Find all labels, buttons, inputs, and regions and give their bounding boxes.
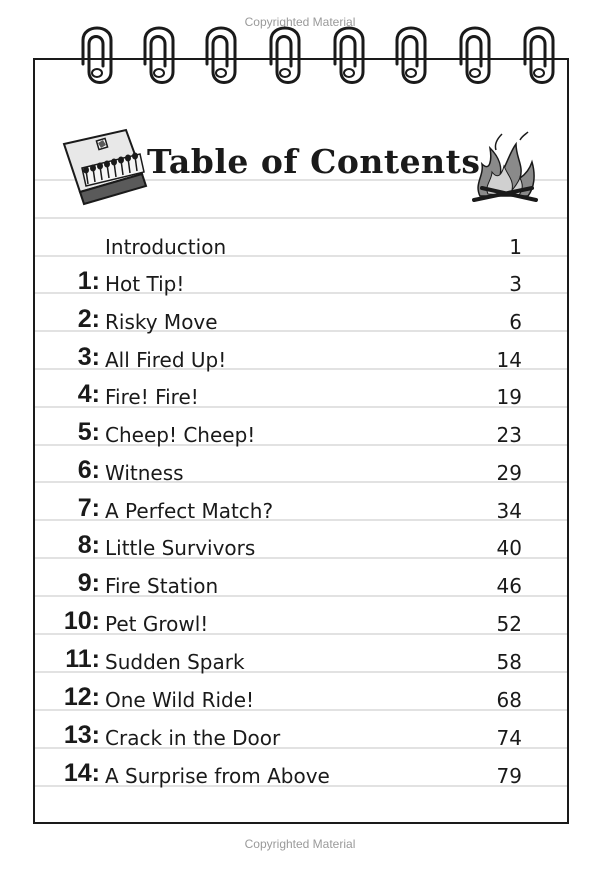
chapter-number: 11: (65, 645, 100, 673)
dot-leader (263, 554, 491, 558)
page-number: 19 (496, 385, 522, 409)
dot-leader (281, 517, 491, 521)
dot-leader (234, 253, 503, 257)
dot-leader (207, 403, 491, 407)
chapter-title: All Fired Up! (105, 348, 227, 372)
copyright-watermark-top: Copyrighted Material (244, 15, 356, 29)
toc-entry (0, 760, 600, 790)
chapter-number: 3: (77, 343, 100, 371)
chapter-number: 10: (63, 607, 100, 635)
chapter-title: Pet Growl! (105, 612, 209, 636)
toc-entry (0, 646, 600, 676)
campfire-icon (470, 130, 540, 202)
spiral-binding (0, 0, 600, 100)
page-number: 79 (496, 764, 522, 788)
page-number: 52 (496, 612, 522, 636)
spiral-ring (525, 28, 553, 83)
page-number: 6 (509, 310, 522, 334)
toc-entry (0, 419, 600, 449)
dot-leader (226, 592, 491, 596)
page-number: 14 (496, 348, 522, 372)
toc-entry (0, 344, 600, 374)
toc-entry (0, 722, 600, 752)
chapter-number: 8: (77, 531, 100, 559)
page-number: 29 (496, 461, 522, 485)
dot-leader (192, 479, 491, 483)
chapter-number: 5: (77, 418, 100, 446)
spiral-ring (83, 28, 111, 83)
toc-entry (0, 570, 600, 600)
page-number: 23 (496, 423, 522, 447)
copyright-watermark-bottom: Copyrighted Material (244, 837, 356, 851)
dot-leader (226, 328, 503, 332)
chapter-title: One Wild Ride! (105, 688, 255, 712)
dot-leader (288, 744, 491, 748)
chapter-title: Little Survivors (105, 536, 256, 560)
spiral-ring (397, 28, 425, 83)
toc-entry (0, 495, 600, 525)
chapter-title: Hot Tip! (105, 272, 185, 296)
dot-leader (234, 366, 491, 370)
chapter-title: A Surprise from Above (105, 764, 330, 788)
toc-entry (0, 532, 600, 562)
toc-entry (0, 608, 600, 638)
page-title: Table of Contents (147, 142, 481, 181)
chapter-title: Cheep! Cheep! (105, 423, 256, 447)
page-number: 46 (496, 574, 522, 598)
chapter-number: 14: (63, 759, 100, 787)
chapter-number: 4: (77, 380, 100, 408)
page-number: 1 (509, 235, 522, 259)
chapter-title: Introduction (105, 235, 227, 259)
chapter-number: 13: (63, 721, 100, 749)
dot-leader (253, 668, 491, 672)
toc-entry (0, 457, 600, 487)
page-number: 3 (509, 272, 522, 296)
chapter-title: Sudden Spark (105, 650, 245, 674)
chapter-title: Crack in the Door (105, 726, 281, 750)
chapter-title: Risky Move (105, 310, 218, 334)
chapter-number: 2: (77, 305, 100, 333)
dot-leader (216, 630, 491, 634)
dot-leader (262, 706, 491, 710)
spiral-ring (145, 28, 173, 83)
chapter-title: Witness (105, 461, 184, 485)
toc-entry (0, 231, 600, 261)
toc-entry (0, 306, 600, 336)
dot-leader (192, 290, 503, 294)
dot-leader (263, 441, 491, 445)
toc-entry (0, 684, 600, 714)
page-number: 58 (496, 650, 522, 674)
chapter-title: A Perfect Match? (105, 499, 274, 523)
chapter-number: 1: (77, 267, 100, 295)
chapter-number: 9: (77, 569, 100, 597)
spiral-ring (335, 28, 363, 83)
toc-entry (0, 268, 600, 298)
toc-entry (0, 381, 600, 411)
chapter-number: 7: (77, 494, 100, 522)
spiral-ring (207, 28, 235, 83)
dot-leader (338, 782, 491, 786)
chapter-number: 12: (63, 683, 100, 711)
page-number: 68 (496, 688, 522, 712)
page-number: 40 (496, 536, 522, 560)
chapter-title: Fire Station (105, 574, 219, 598)
matchbook-icon (60, 128, 152, 208)
chapter-number: 6: (77, 456, 100, 484)
spiral-ring (461, 28, 489, 83)
spiral-ring (271, 28, 299, 83)
page-number: 34 (496, 499, 522, 523)
page-number: 74 (496, 726, 522, 750)
chapter-title: Fire! Fire! (105, 385, 199, 409)
